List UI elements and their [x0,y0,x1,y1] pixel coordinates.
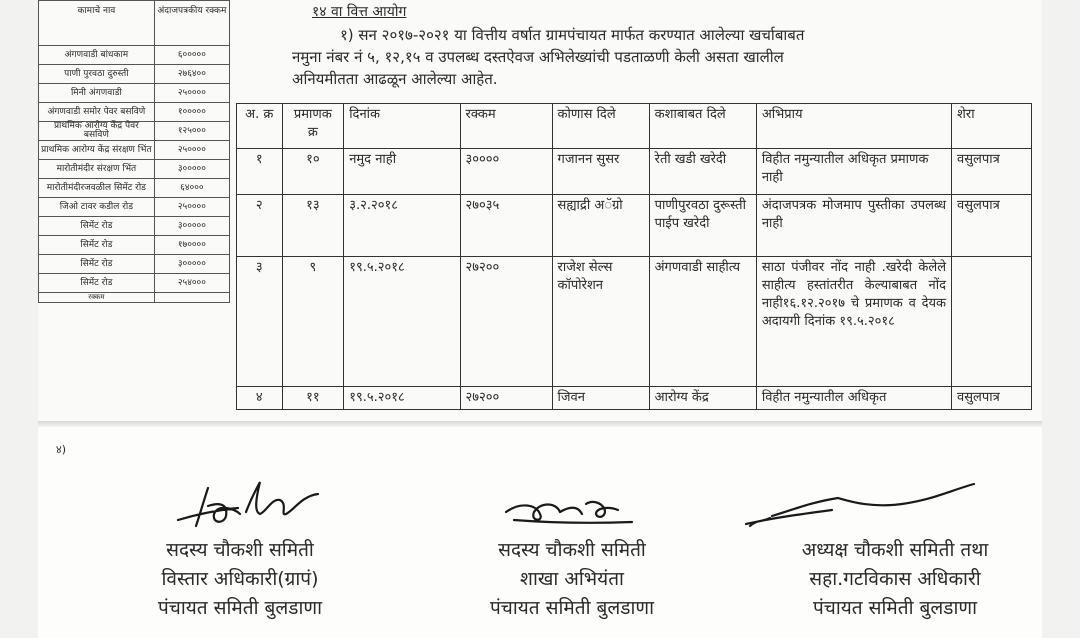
signatory-designation: विस्तार अधिकारी(ग्रापं) [161,568,319,590]
budget-amount: २५४००० [154,274,229,293]
col-header-sr: अ. क्र [237,104,283,149]
table-row [237,149,1032,195]
signatory-role: सदस्य चौकशी समिती [166,539,314,561]
table-row [39,274,230,293]
signatory-block-2 [452,536,692,623]
table-row [237,387,1032,410]
cell-purpose: रेती खडी खरेदी [649,149,756,195]
col-header-voucher: प्रमाणक क्र [282,104,344,149]
table-row [39,293,230,303]
signatory-block-1 [120,536,360,623]
cell-purpose: आरोग्य केंद्र [649,387,756,410]
budget-work-name: रक्कम [39,293,155,303]
budget-work-name: मारोतीमंदीरजवळील सिमेंट रोड [39,179,155,198]
budget-amount: ६००००० [154,46,229,65]
cell-amount: २७२०० [460,257,552,387]
col-header-purpose: कशाबाबत दिले [649,104,756,149]
cell-sr: ४ [237,387,283,410]
table-header-row [237,104,1032,149]
signatory-role: सदस्य चौकशी समिती [498,539,646,561]
budget-amount: ६४००० [154,179,229,198]
col-header-remark: अभिप्राय [756,104,951,149]
budget-table-header [39,1,230,46]
irregularity-table [236,103,1032,410]
table-row [237,257,1032,387]
cell-purpose: अंगणवाडी साहीत्य [649,257,756,387]
col-header-payee: कोणास दिले [552,104,649,149]
signatory-office: पंचायत समिती बुलडाणा [489,597,655,619]
cell-voucher: १० [282,149,344,195]
signature-3 [742,480,982,532]
budget-work-name: सिमेंट रोड [39,274,155,293]
cell-note: वसुलपात्र [952,387,1032,410]
signatory-role: अध्यक्ष चौकशी समिती तथा [801,539,989,561]
cell-note: वसुलपात्र [952,195,1032,257]
cell-voucher: ९ [282,257,344,387]
cell-sr: १ [237,149,283,195]
cell-sr: २ [237,195,283,257]
signatory-designation: सहा.गटविकास अधिकारी [809,568,981,590]
col-header-date: दिनांक [344,104,460,149]
signature-1 [168,478,338,540]
signatory-office: पंचायत समिती बुलडाणा [812,597,978,619]
budget-header-amount: अंदाजपत्रकीय रक्कम [154,1,229,46]
cell-date: ३.२.२०१८ [344,195,460,257]
cell-amount: २७२०० [460,387,552,410]
table-row [237,195,1032,257]
table-row [39,255,230,274]
budget-amount: ३००००० [154,255,229,274]
cell-remark: विहीत नमुन्यातील अधिकृत प्रमाणक नाही [756,149,951,195]
cell-remark: साठा पंजीवर नोंद नाही .खरेदी केलेले साहीत्य हस्तांतरीत केल्याबाबत नोंद नाही१६.१२.२०१७ चे प्रमाणक व देयक अदायगी दिनांक १९.५.२०१८ [756,257,951,387]
cell-voucher: ११ [282,387,344,410]
page-fold [38,421,1042,427]
cell-payee: जिवन [552,387,649,410]
budget-amount: ३००००० [154,217,229,236]
table-row [39,122,230,141]
table-row [39,103,230,122]
budget-table [38,0,230,303]
budget-amount [154,293,229,303]
signatory-block-3 [750,536,1040,623]
budget-header-name: कामाचे नाव [39,1,155,46]
table-row [39,160,230,179]
budget-amount: ३००००० [154,160,229,179]
item-number: ४) [56,443,67,456]
section-title: १४ वा वित्त आयोग [312,4,407,20]
cell-voucher: १३ [282,195,344,257]
cell-amount: २७०३५ [460,195,552,257]
budget-amount: १७०००० [154,236,229,255]
budget-amount: २५०००० [154,198,229,217]
budget-work-name: सिमेंट रोड [39,255,155,274]
budget-work-name: अंगणवाडी समोर पेवर बसविणे [39,103,155,122]
signature-2 [500,492,650,532]
budget-work-name: मिनी अंगणवाडी [39,84,155,103]
cell-date: नमुद नाही [344,149,460,195]
cell-payee: सह्याद्री अॅग्रो [552,195,649,257]
cell-amount: ३०००० [460,149,552,195]
budget-work-name: पाणी पुरवठा दुरुस्ती [39,65,155,84]
cell-note: वसुलपात्र [952,149,1032,195]
signatory-office: पंचायत समिती बुलडाणा [157,597,323,619]
cell-date: १९.५.२०१८ [344,387,460,410]
cell-purpose: पाणीपुरवठा दुरूस्ती पाईप खरेदी [649,195,756,257]
cell-remark: अंदाजपत्रक मोजमाप पुस्तीका उपलब्ध नाही [756,195,951,257]
budget-amount: २५०००० [154,141,229,160]
budget-amount: २७६४०० [154,65,229,84]
budget-work-name: सिमेंट रोड [39,236,155,255]
table-row [39,65,230,84]
col-header-note: शेरा [952,104,1032,149]
cell-payee: गजानन सुसर [552,149,649,195]
budget-work-name: प्राथमिक आरोग्य केंद्र पेवर बसविणे [39,122,155,141]
table-row [39,141,230,160]
budget-amount: १२५००० [154,122,229,141]
paragraph-line: अनियमीतता आढळून आलेल्या आहेत. [292,70,498,88]
cell-sr: ३ [237,257,283,387]
intro-paragraph [292,24,1012,90]
cell-payee: राजेश सेल्स कॉपोरेशन [552,257,649,387]
signatory-designation: शाखा अभियंता [520,568,624,590]
paragraph-line: १) सन २०१७-२०२१ या वित्तीय वर्षात ग्रामपंचायत मार्फत करण्यात आलेल्या खर्चाबाबत [340,26,805,44]
table-row [39,236,230,255]
paragraph-line: नमुना नंबर नं ५, १२,१५ व उपलब्ध दस्तऐवज अभिलेख्यांची पडताळणी केली असता खालील [292,48,784,66]
col-header-amount: रक्कम [460,104,552,149]
irregularity-table-wrapper [236,103,1036,421]
budget-work-name: जिओ टावर कडील रोड [39,198,155,217]
budget-work-name: मारोतीमंदीर संरक्षण भिंत [39,160,155,179]
cell-note [952,257,1032,387]
budget-amount: १००००० [154,103,229,122]
table-row [39,179,230,198]
budget-work-name: अंगणवाडी बांधकाम [39,46,155,65]
budget-work-name: सिमेंट रोड [39,217,155,236]
budget-work-name: प्राथमिक आरोग्य केंद्र संरक्षण भिंत [39,141,155,160]
table-row [39,217,230,236]
cell-date: १९.५.२०१८ [344,257,460,387]
table-row [39,46,230,65]
cell-remark: विहीत नमुन्यातील अधिकृत [756,387,951,410]
table-row [39,84,230,103]
table-row [39,198,230,217]
budget-amount: २५०००० [154,84,229,103]
